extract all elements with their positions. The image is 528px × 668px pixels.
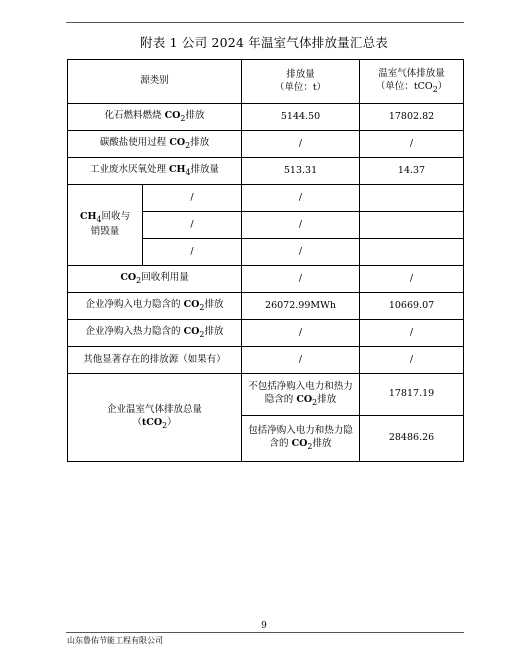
excluding-value: 17817.19 (360, 374, 464, 416)
row-label-sub: 2 (180, 113, 186, 123)
including-chem: CO (291, 437, 308, 449)
row-label-chem: CO (164, 109, 181, 121)
row-emission: / (242, 347, 360, 374)
excluding-line1: 不包括净购入电力和热力 (248, 380, 353, 392)
table-row (68, 293, 464, 320)
ch4-subrow-a: / (143, 185, 242, 212)
total-label-sub: 2 (162, 420, 168, 430)
row-label-sub: 2 (199, 329, 205, 339)
total-label-line2 (70, 417, 239, 432)
footer-rule (66, 632, 464, 633)
row-ghg: 17802.82 (360, 104, 464, 131)
row-ghg: / (360, 347, 464, 374)
table-row (68, 131, 464, 158)
table-header-row (68, 60, 464, 104)
row-emission: / (242, 266, 360, 293)
row-label-chem: CH (168, 163, 186, 175)
including-sub: 2 (307, 441, 313, 451)
ch4-recovery-subrow (68, 185, 464, 212)
ch4-label-post: 回收与 (101, 211, 131, 223)
row-label (68, 104, 242, 131)
total-label-unit: tCO (141, 416, 163, 428)
table-row (68, 320, 464, 347)
row-label-post: 排放 (204, 298, 224, 310)
ch4-subrow-b: / (242, 185, 360, 212)
ch4-subrow-b: / (242, 239, 360, 266)
ghg-summary-table (67, 59, 464, 462)
row-label (68, 266, 242, 293)
header-emission-line1: 排放量 (286, 68, 315, 80)
header-ghg-line1: 温室气体排放量 (378, 67, 445, 79)
total-label-pre: （ (132, 416, 142, 428)
ch4-subrow-c (360, 212, 464, 239)
row-label (68, 158, 242, 185)
row-label-pre: 企业净购入热力隐含的 (85, 325, 184, 337)
row-emission: 5144.50 (242, 104, 360, 131)
row-emission: / (242, 320, 360, 347)
including-value: 28486.26 (360, 416, 464, 462)
header-emission-line2: （单位：t） (274, 81, 327, 93)
header-ghg-pre: （单位： (375, 80, 414, 92)
table-row (68, 347, 464, 374)
header-ghg-unit: tCO (413, 80, 433, 92)
total-label-post: ） (167, 416, 177, 428)
row-label-post: 回收利用量 (141, 271, 189, 283)
total-label-line1: 企业温室气体排放总量 (107, 403, 203, 415)
table-row (68, 104, 464, 131)
row-label-sub: 4 (185, 167, 191, 177)
including-pre: 含的 (269, 437, 292, 449)
total-label (68, 374, 242, 462)
ch4-label-line1 (70, 211, 140, 226)
ch4-recovery-label (68, 185, 143, 266)
row-label (68, 131, 242, 158)
row-ghg: 14.37 (360, 158, 464, 185)
company-name: 山东鲁佑节能工程有限公司 (67, 636, 163, 645)
excluding-chem: CO (296, 393, 313, 405)
row-label-post: 排放 (185, 109, 205, 121)
table-row (68, 158, 464, 185)
including-line2 (244, 438, 357, 453)
row-label-sub: 2 (136, 275, 142, 285)
header-ghg-cell (360, 60, 464, 104)
row-ghg: / (360, 131, 464, 158)
row-label (68, 293, 242, 320)
row-label-post: 排放 (190, 136, 210, 148)
page-number: 9 (261, 621, 267, 631)
header-source-text: 源类别 (140, 75, 169, 87)
header-ghg-post: ） (437, 80, 448, 92)
row-label (68, 320, 242, 347)
header-emission-cell (242, 60, 360, 104)
row-label-post: 排放 (204, 325, 224, 337)
header-source-cell (68, 60, 242, 104)
header-ghg-sub: 2 (432, 84, 438, 94)
ch4-label-sub: 4 (96, 215, 102, 225)
ch4-subrow-b: / (242, 212, 360, 239)
row-ghg: / (360, 320, 464, 347)
total-row-excluding (68, 374, 464, 416)
row-label-pre: 其他显著存在的排放源（如果有） (83, 353, 226, 365)
including-purchased-label (242, 416, 360, 462)
header-ghg-line2 (362, 81, 461, 96)
table-row (68, 266, 464, 293)
row-label-sub: 2 (199, 302, 205, 312)
including-line1: 包括净购入电力和热力隐 (248, 424, 353, 436)
row-label-pre: 工业废水厌氧处理 (89, 163, 169, 175)
header-rule (66, 22, 464, 23)
row-label-pre: 碳酸盐使用过程 (99, 136, 170, 148)
excluding-sub: 2 (312, 397, 318, 407)
row-label-chem: CO (120, 271, 137, 283)
row-label-chem: CO (183, 298, 200, 310)
row-label-chem: CO (169, 136, 186, 148)
excluding-purchased-label (242, 374, 360, 416)
ch4-subrow-a: / (143, 212, 242, 239)
row-ghg: / (360, 266, 464, 293)
ch4-label-chem: CH (79, 211, 97, 223)
excluding-pre: 隐含的 (264, 393, 297, 405)
table-title: 附表 1 公司 2024 年温室气体排放量汇总表 (140, 35, 388, 50)
ch4-subrow-a: / (143, 239, 242, 266)
row-label-chem: CO (183, 325, 200, 337)
ch4-subrow-c (360, 239, 464, 266)
excluding-post: 排放 (317, 393, 337, 405)
row-label-sub: 2 (185, 140, 191, 150)
row-label (68, 347, 242, 374)
excluding-line2 (244, 394, 357, 409)
ch4-label-line2: 销毁量 (90, 225, 120, 237)
row-emission: 26072.99MWh (242, 293, 360, 320)
row-emission: / (242, 131, 360, 158)
including-post: 排放 (312, 437, 332, 449)
row-label-pre: 企业净购入电力隐含的 (85, 298, 184, 310)
row-label-pre: 化石燃料燃烧 (104, 109, 165, 121)
ch4-subrow-c (360, 185, 464, 212)
row-label-post: 排放量 (190, 163, 220, 175)
row-emission: 513.31 (242, 158, 360, 185)
row-ghg: 10669.07 (360, 293, 464, 320)
